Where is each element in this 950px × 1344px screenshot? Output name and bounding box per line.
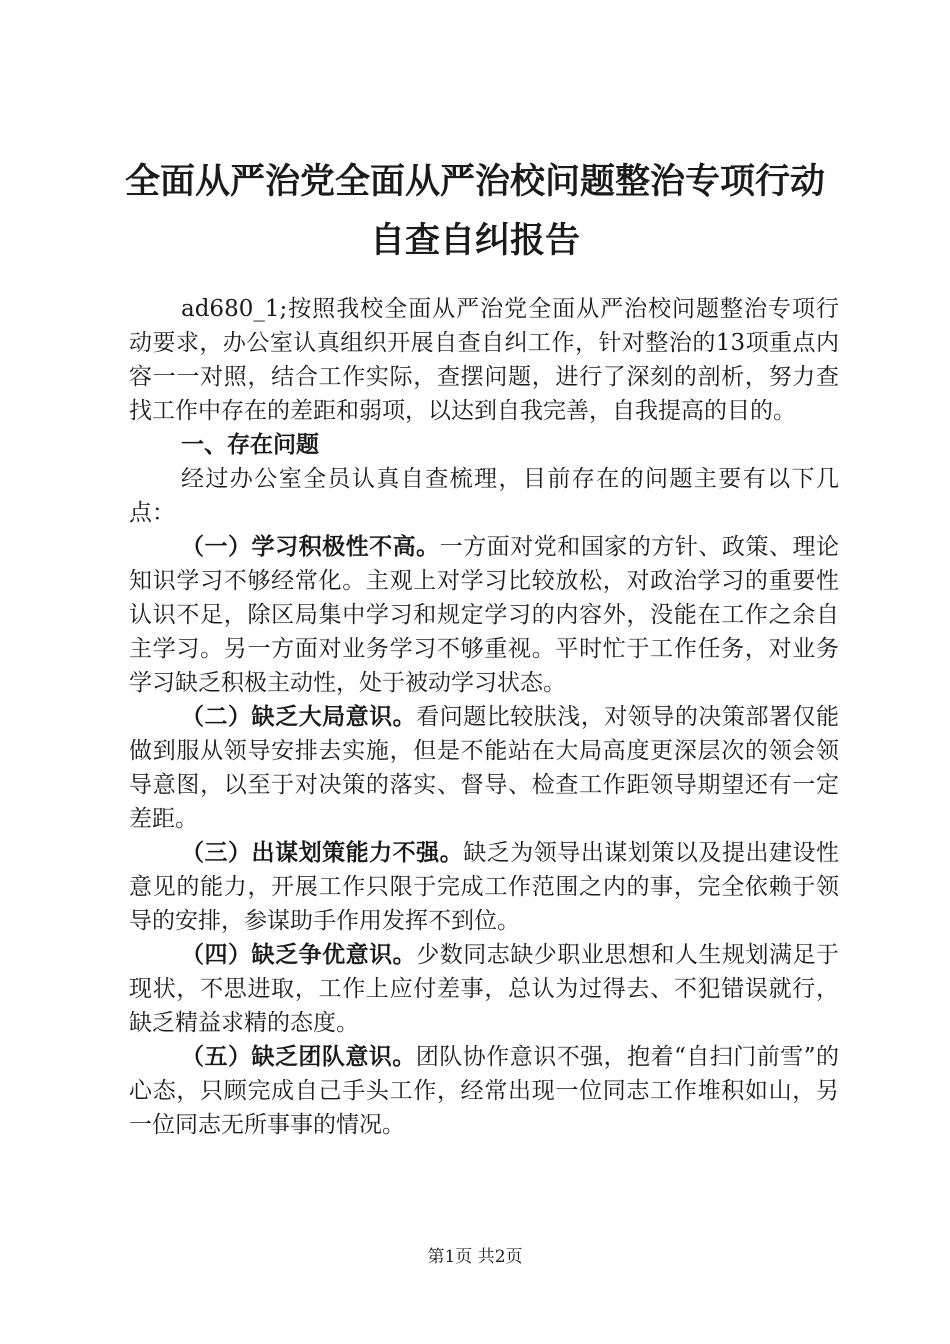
problem-item bbox=[129, 938, 839, 1040]
problem-item-text: 少数同志缺少职业思想和人生规划满足于现状，不思进取，工作上应付差事，总认为过得去、不犯错误就行，缺乏精益求精的态度。 bbox=[129, 942, 840, 1036]
problem-item-text: 一方面对党和国家的方针、政策、理论知识学习不够经常化。主观上对学习比较放松，对政治学习的重要性认识不足，除区局集中学习和规定学习的内容外，没能在工作之余自主学习。另一方面对业务学习不够重视。平时忙于工作任务，对业务学习缺乏积极主动性，处于被动学习状态。 bbox=[129, 534, 840, 696]
page-footer: 第1页 共2页 bbox=[427, 1247, 523, 1267]
problem-item bbox=[129, 836, 839, 938]
section-heading: 一、存在问题 bbox=[181, 432, 319, 458]
document-body bbox=[129, 292, 839, 1142]
problem-item-label: （二）缺乏大局意识。 bbox=[181, 704, 417, 730]
problem-item-label: （四）缺乏争优意识。 bbox=[181, 942, 417, 968]
document-title-line1: 全面从严治党全面从严治校问题整治专项行动 bbox=[124, 162, 825, 202]
problem-item-text: 缺乏为领导出谋划策以及提出建设性意见的能力，开展工作只限于完成工作范围之内的事，完全依赖于领导的安排，参谋助手作用发挥不到位。 bbox=[129, 840, 840, 934]
document-title-line2: 自查自纠报告 bbox=[369, 221, 580, 261]
problem-item-label: （一）学习积极性不高。 bbox=[181, 534, 440, 560]
problem-item-text: 看问题比较肤浅，对领导的决策部署仅能做到服从领导安排去实施，但是不能站在大局高度更深层次的领会领导意图，以至于对决策的落实、督导、检查工作距领导期望还有一定差距。 bbox=[129, 704, 840, 832]
problem-item bbox=[129, 1040, 839, 1142]
problem-item-text: 团队协作意识不强，抱着“自扫门前雪”的心态，只顾完成自己手头工作，经常出现一位同志工作堆积如山，另一位同志无所事事的情况。 bbox=[129, 1044, 839, 1138]
section-intro-paragraph: 经过办公室全员认真自查梳理，目前存在的问题主要有以下几点： bbox=[129, 466, 839, 526]
problem-item-label: （五）缺乏团队意识。 bbox=[181, 1044, 416, 1070]
intro-paragraph: ad680_1;按照我校全面从严治党全面从严治校问题整治专项行动要求，办公室认真组织开展自查自纠工作，针对整治的13项重点内容一一对照，结合工作实际，查摆问题，进行了深刻的剖析，努力查找工作中存在的差距和弱项，以达到自我完善，自我提高的目的。 bbox=[129, 296, 839, 424]
problem-item bbox=[129, 530, 839, 700]
problem-item bbox=[129, 700, 839, 836]
problem-item-label: （三）出谋划策能力不强。 bbox=[181, 840, 464, 866]
